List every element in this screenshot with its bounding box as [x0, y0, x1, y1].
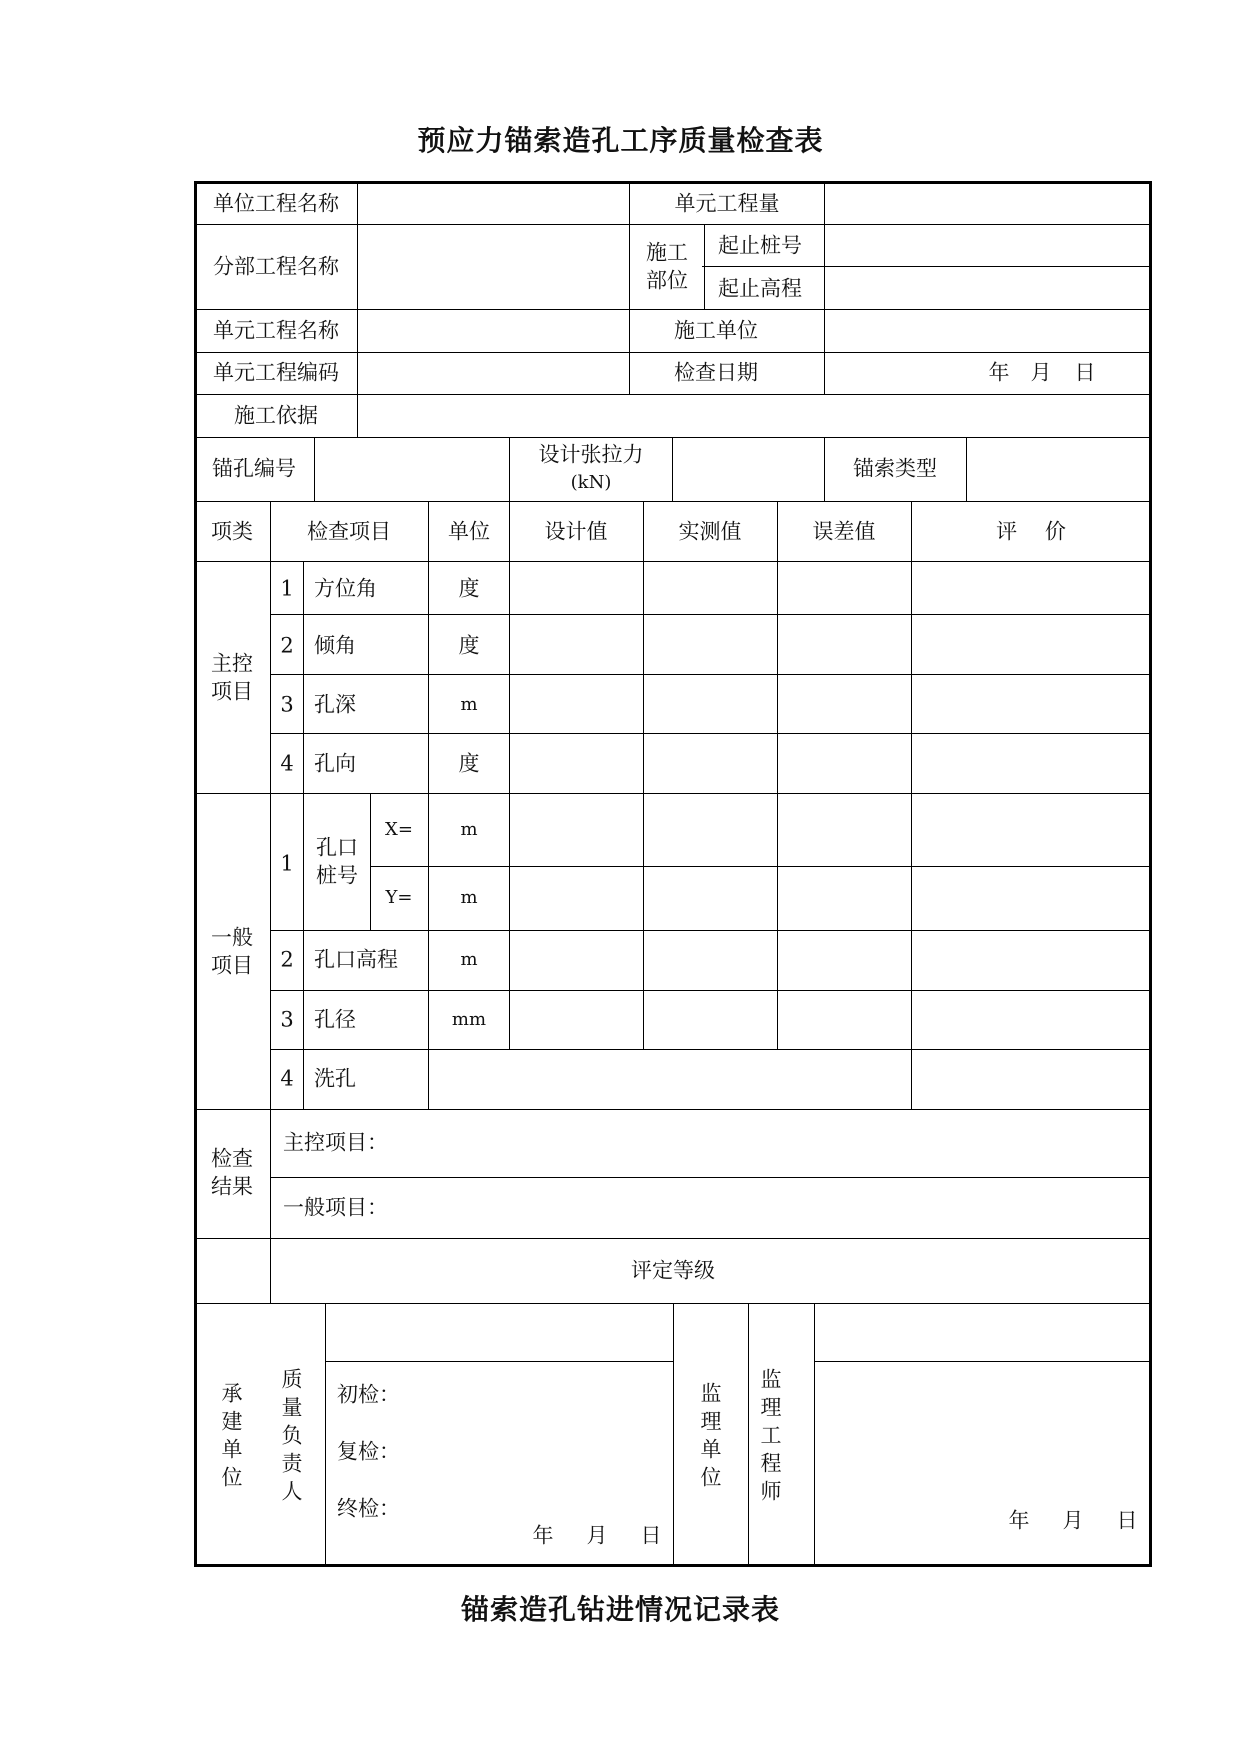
item-name: 孔深 [314, 692, 356, 717]
result-main-control-label: 主控项目： [283, 1130, 388, 1155]
col-category: 项类 [211, 519, 253, 544]
grade-label: 评定等级 [631, 1258, 715, 1283]
item-name-hole-station-2: 桩号 [316, 863, 358, 888]
item-no: 2 [280, 633, 294, 658]
date-year-label: 年 [988, 360, 1010, 385]
item-unit: 度 [458, 633, 480, 658]
date-day-label: 日 [640, 1523, 662, 1548]
item-no: 3 [280, 692, 294, 717]
item-no: 4 [280, 751, 294, 776]
grid-line [428, 501, 429, 1109]
item-unit: m [460, 819, 478, 840]
supervision-unit-char: 单 [700, 1437, 722, 1462]
contractor-char: 建 [221, 1409, 243, 1434]
date-year-label: 年 [1008, 1508, 1030, 1533]
grid-line [814, 1303, 815, 1567]
label-cell-quantity: 单元工程量 [674, 191, 780, 216]
grid-line [270, 990, 1152, 991]
grid-line [325, 1361, 673, 1362]
supervision-engineer-char: 师 [760, 1479, 782, 1504]
grid-line [672, 437, 673, 501]
col-error-value: 误差值 [812, 519, 876, 544]
supervision-unit-char: 理 [700, 1409, 722, 1434]
form-title: 预应力锚索造孔工序质量检查表 [417, 124, 824, 157]
grid-line [270, 674, 1152, 675]
grid-line [814, 1361, 1152, 1362]
result-label-2: 结果 [211, 1174, 253, 1199]
grid-line [194, 437, 1152, 438]
date-month-label: 月 [586, 1523, 608, 1548]
label-inspection-date: 检查日期 [674, 360, 758, 385]
grid-line [357, 181, 358, 437]
quality-person-char: 质 [281, 1367, 303, 1392]
item-unit: m [460, 887, 478, 908]
item-no: 1 [280, 576, 294, 601]
grid-line [270, 930, 1152, 931]
result-label-1: 检查 [211, 1146, 253, 1171]
supervision-engineer-char: 工 [760, 1423, 782, 1448]
date-year-label: 年 [532, 1523, 554, 1548]
supervision-unit-char: 监 [700, 1381, 722, 1406]
grid-line [194, 224, 1152, 225]
grid-line [509, 437, 510, 501]
grid-line [270, 733, 1152, 734]
date-month-label: 月 [1030, 360, 1052, 385]
contractor-char: 单 [221, 1437, 243, 1462]
item-unit: m [460, 949, 478, 970]
col-evaluation: 评 价 [996, 519, 1066, 544]
label-division-project-name: 分部工程名称 [213, 254, 339, 279]
grid-line [314, 437, 315, 501]
grid-line [966, 437, 967, 501]
final-check-label: 终检： [337, 1496, 400, 1521]
item-unit: 度 [458, 751, 480, 776]
first-check-label: 初检： [337, 1382, 400, 1407]
main-control-label-1: 主控 [211, 651, 253, 676]
label-construction-part-2: 部位 [646, 268, 688, 293]
general-label-1: 一般 [211, 925, 253, 950]
label-start-end-station: 起止桩号 [718, 233, 802, 258]
grid-line [629, 181, 630, 394]
grid-line [303, 561, 304, 1109]
record-table-title: 锚索造孔钻进情况记录表 [460, 1593, 780, 1626]
re-check-label: 复检： [337, 1439, 400, 1464]
grid-line [643, 501, 644, 1049]
item-no: 4 [280, 1066, 294, 1091]
quality-person-char: 负 [281, 1423, 303, 1448]
item-name: 洗孔 [314, 1066, 356, 1091]
item-unit: 度 [458, 576, 480, 601]
contractor-char: 承 [221, 1381, 243, 1406]
item-name: 方位角 [314, 576, 377, 601]
grid-line [370, 866, 1152, 867]
item-no: 2 [280, 947, 294, 972]
contractor-char: 位 [221, 1465, 243, 1490]
supervision-engineer-char: 程 [760, 1451, 782, 1476]
quality-person-char: 量 [281, 1395, 303, 1420]
item-unit: m [460, 694, 478, 715]
grid-line [748, 1303, 749, 1567]
x-coordinate-label: X= [385, 819, 413, 840]
grid-line [270, 1177, 1152, 1178]
label-construction-part-1: 施工 [646, 240, 688, 265]
result-general-label: 一般项目： [283, 1195, 388, 1220]
label-cell-project-name: 单元工程名称 [213, 318, 339, 343]
item-unit: mm [451, 1009, 487, 1030]
label-construction-basis: 施工依据 [234, 403, 318, 428]
grid-line [194, 793, 1152, 794]
grid-line [194, 352, 1152, 353]
grid-line [777, 501, 778, 1049]
grid-line [194, 501, 1152, 502]
grid-line [704, 224, 705, 309]
grid-line [194, 1109, 1152, 1110]
grid-line [194, 394, 1152, 395]
grid-line [194, 561, 1152, 562]
label-start-end-elevation: 起止高程 [718, 276, 802, 301]
col-design-value: 设计值 [544, 519, 608, 544]
item-name: 孔口高程 [314, 947, 398, 972]
grid-line [325, 1303, 326, 1567]
date-month-label: 月 [1062, 1508, 1084, 1533]
general-label-2: 项目 [211, 953, 253, 978]
item-name: 孔径 [314, 1007, 356, 1032]
grid-line [270, 614, 1152, 615]
grid-line [194, 1238, 1152, 1239]
item-no: 1 [280, 851, 294, 876]
y-coordinate-label: Y= [385, 887, 413, 908]
supervision-engineer-char: 监 [760, 1367, 782, 1392]
quality-person-char: 责 [281, 1451, 303, 1476]
item-name: 孔向 [314, 751, 356, 776]
grid-line [673, 1303, 674, 1567]
label-anchor-cable-type: 锚索类型 [853, 456, 937, 481]
grid-line [370, 793, 371, 930]
supervision-unit-char: 位 [700, 1465, 722, 1490]
grid-line [270, 1049, 1152, 1050]
grid-line [911, 501, 912, 1109]
main-control-label-2: 项目 [211, 679, 253, 704]
grid-line [702, 266, 1152, 267]
label-cell-project-code: 单元工程编码 [213, 360, 339, 385]
date-day-label: 日 [1074, 360, 1096, 385]
label-design-tension-unit: (kN) [570, 472, 612, 493]
label-construction-unit: 施工单位 [674, 318, 758, 343]
item-no: 3 [280, 1007, 294, 1032]
grid-line [194, 309, 1152, 310]
item-name: 倾角 [314, 633, 356, 658]
col-item: 检查项目 [307, 519, 391, 544]
grid-line [824, 437, 825, 501]
label-design-tension: 设计张拉力 [538, 442, 644, 467]
label-anchor-hole-no: 锚孔编号 [212, 456, 296, 481]
grid-line [509, 501, 510, 1049]
date-day-label: 日 [1116, 1508, 1138, 1533]
grid-line [824, 181, 825, 394]
label-unit-project-name: 单位工程名称 [213, 191, 339, 216]
grid-line [270, 501, 271, 1303]
col-measured-value: 实测值 [678, 519, 742, 544]
supervision-engineer-char: 理 [760, 1395, 782, 1420]
item-name-hole-station-1: 孔口 [316, 835, 358, 860]
col-unit: 单位 [448, 519, 490, 544]
quality-person-char: 人 [281, 1479, 303, 1504]
